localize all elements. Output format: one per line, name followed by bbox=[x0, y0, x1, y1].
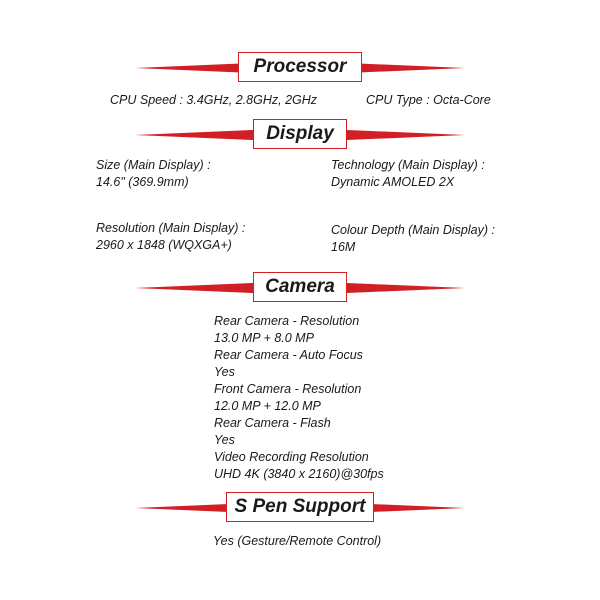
processor-heading: Processor bbox=[238, 52, 362, 82]
display-heading: Display bbox=[253, 119, 347, 149]
s-pen-section-header bbox=[0, 490, 600, 526]
display-resolution-value: 2960 x 1848 (WQXGA+) bbox=[96, 238, 232, 252]
display-colour-depth-label: Colour Depth (Main Display) : bbox=[331, 223, 495, 237]
display-section-header bbox=[0, 117, 600, 153]
display-size bbox=[96, 157, 211, 191]
display-resolution bbox=[96, 220, 245, 254]
display-technology-label: Technology (Main Display) : bbox=[331, 158, 485, 172]
camera-section-header bbox=[0, 270, 600, 306]
cpu-speed: CPU Speed : 3.4GHz, 2.8GHz, 2GHz bbox=[110, 93, 318, 107]
cpu-type: CPU Type : Octa-Core bbox=[366, 93, 491, 107]
camera-specs-list bbox=[214, 313, 384, 483]
display-colour-depth-value: 16M bbox=[331, 240, 356, 254]
camera-spec-line: Rear Camera - Resolution bbox=[214, 314, 360, 328]
camera-spec-line: Video Recording Resolution bbox=[214, 450, 369, 464]
camera-spec-line: 13.0 MP + 8.0 MP bbox=[214, 331, 314, 345]
s-pen-support-value: Yes (Gesture/Remote Control) bbox=[213, 534, 382, 548]
display-size-label: Size (Main Display) : bbox=[96, 158, 211, 172]
camera-spec-line: Rear Camera - Auto Focus bbox=[214, 348, 363, 362]
camera-spec-line: Front Camera - Resolution bbox=[214, 382, 362, 396]
display-size-value: 14.6" (369.9mm) bbox=[96, 175, 189, 189]
camera-spec-line: Rear Camera - Flash bbox=[214, 416, 331, 430]
display-technology-value: Dynamic AMOLED 2X bbox=[331, 175, 455, 189]
processor-section-header bbox=[0, 50, 600, 86]
camera-spec-line: Yes bbox=[214, 433, 235, 447]
camera-spec-line: 12.0 MP + 12.0 MP bbox=[214, 399, 321, 413]
display-technology bbox=[331, 157, 485, 191]
display-resolution-label: Resolution (Main Display) : bbox=[96, 221, 246, 235]
camera-heading: Camera bbox=[253, 272, 347, 302]
display-colour-depth bbox=[331, 222, 495, 256]
s-pen-heading: S Pen Support bbox=[226, 492, 374, 522]
camera-spec-line: Yes bbox=[214, 365, 235, 379]
camera-spec-line: UHD 4K (3840 x 2160)@30fps bbox=[214, 467, 384, 481]
